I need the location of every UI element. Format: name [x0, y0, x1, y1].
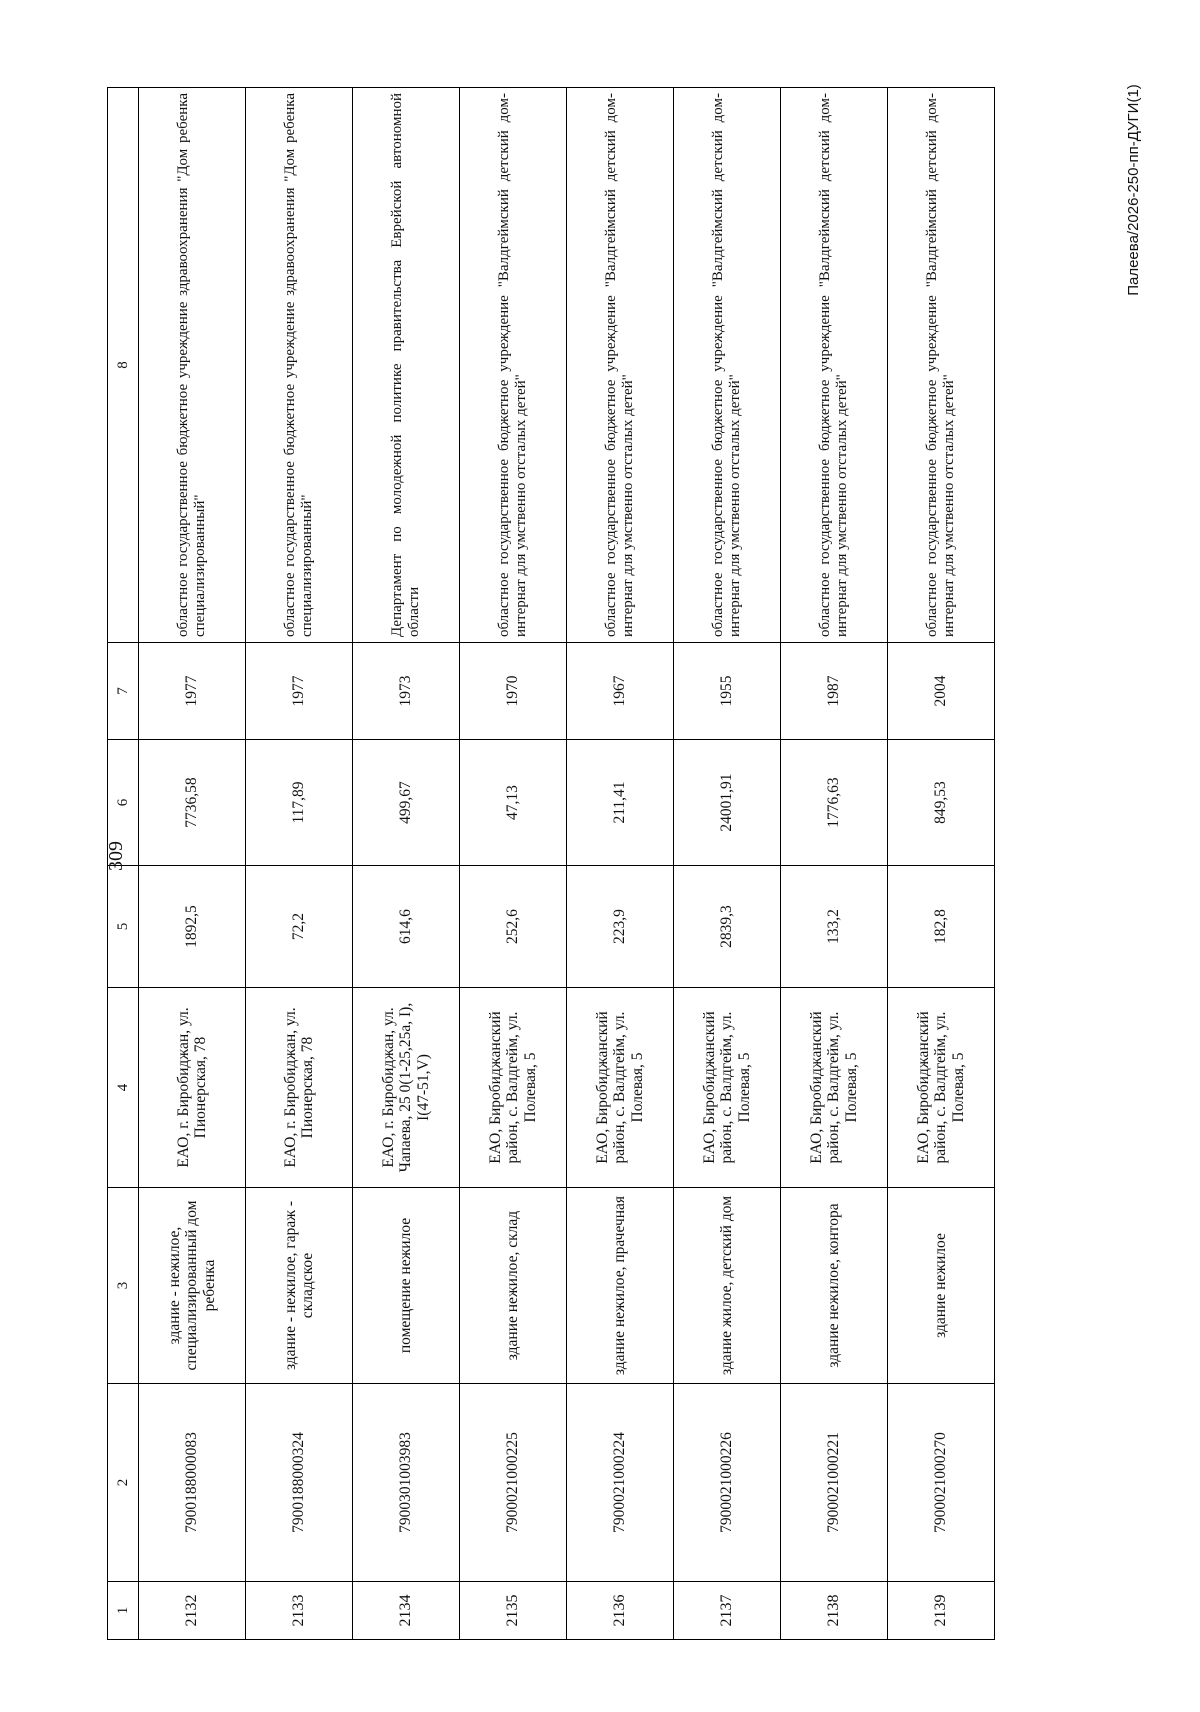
- year-cell: 1967: [567, 643, 674, 740]
- register-table-container: [107, 88, 995, 1640]
- object-type-cell: здание нежилое, прачечная: [567, 1188, 674, 1384]
- object-type-cell: здание нежилое, склад: [460, 1188, 567, 1384]
- row-number-cell: 2135: [460, 1582, 567, 1640]
- address-cell: ЕАО, Биробиджанский район, с. Валдгейм, ул. Полевая, 5: [567, 988, 674, 1188]
- table-row: [246, 88, 353, 1640]
- registry-number-cell: 7900021000225: [460, 1384, 567, 1582]
- registry-number-cell: 7900301003983: [353, 1384, 460, 1582]
- row-number-cell: 2138: [781, 1582, 888, 1640]
- area-cell: 72,2: [246, 866, 353, 988]
- object-type-cell: здание - нежилое, гараж - складское: [246, 1188, 353, 1384]
- year-cell: 1955: [674, 643, 781, 740]
- address-cell: ЕАО, г. Биробиджан, ул. Чапаева, 25 0(1-25,25а, I), I(47-51,V): [353, 988, 460, 1188]
- rights-holder-cell: Департамент по молодежной политике правительства Еврейской автономной области: [353, 88, 460, 643]
- row-number-cell: 2139: [888, 1582, 995, 1640]
- value-cell: 849,53: [888, 740, 995, 866]
- document-code: Палеева/2026-250-пп-ДУГИ(1): [1125, 84, 1142, 296]
- value-cell: 1776,63: [781, 740, 888, 866]
- area-cell: 223,9: [567, 866, 674, 988]
- registry-number-cell: 7900021000221: [781, 1384, 888, 1582]
- address-cell: ЕАО, г. Биробиджан, ул. Пионерская, 78: [246, 988, 353, 1188]
- row-number-cell: 2137: [674, 1582, 781, 1640]
- table-body: [139, 88, 995, 1640]
- value-cell: 117,89: [246, 740, 353, 866]
- rights-holder-cell: областное государственное бюджетное учреждение "Валдгеймский детский дом- интернат для умственно отсталых детей": [567, 88, 674, 643]
- year-cell: 1977: [139, 643, 246, 740]
- rights-holder-cell: областное государственное бюджетное учреждение "Валдгеймский детский дом- интернат для умственно отсталых детей": [460, 88, 567, 643]
- registry-number-cell: 7900021000224: [567, 1384, 674, 1582]
- value-cell: 24001,91: [674, 740, 781, 866]
- table-row: [674, 88, 781, 1640]
- row-number-cell: 2134: [353, 1582, 460, 1640]
- column-header: 2: [108, 1384, 139, 1582]
- header-row: [108, 88, 139, 1640]
- registry-number-cell: 7900188000083: [139, 1384, 246, 1582]
- table-row: [781, 88, 888, 1640]
- year-cell: 1970: [460, 643, 567, 740]
- rights-holder-cell: областное государственное бюджетное учреждение "Валдгеймский детский дом- интернат для умственно отсталых детей": [781, 88, 888, 643]
- area-cell: 133,2: [781, 866, 888, 988]
- area-cell: 252,6: [460, 866, 567, 988]
- area-cell: 614,6: [353, 866, 460, 988]
- object-type-cell: здание нежилое, контора: [781, 1188, 888, 1384]
- object-type-cell: здание жилое, детский дом: [674, 1188, 781, 1384]
- page-number: 309: [105, 841, 127, 871]
- table-header: [108, 88, 139, 1640]
- table-row: [139, 88, 246, 1640]
- object-type-cell: здание нежилое: [888, 1188, 995, 1384]
- address-cell: ЕАО, Биробиджанский район, с. Валдгейм, ул. Полевая, 5: [781, 988, 888, 1188]
- registry-number-cell: 7900188000324: [246, 1384, 353, 1582]
- rights-holder-cell: областное государственное бюджетное учреждение здравоохранения "Дом ребенка специализированный": [139, 88, 246, 643]
- registry-number-cell: 7900021000270: [888, 1384, 995, 1582]
- value-cell: 47,13: [460, 740, 567, 866]
- address-cell: ЕАО, Биробиджанский район, с. Валдгейм, ул. Полевая, 5: [460, 988, 567, 1188]
- year-cell: 1977: [246, 643, 353, 740]
- column-header: 5: [108, 866, 139, 988]
- column-header: 6: [108, 740, 139, 866]
- table-row: [567, 88, 674, 1640]
- year-cell: 1973: [353, 643, 460, 740]
- column-header: 1: [108, 1582, 139, 1640]
- row-number-cell: 2133: [246, 1582, 353, 1640]
- table-row: [460, 88, 567, 1640]
- object-type-cell: здание - нежилое, специализированный дом ребенка: [139, 1188, 246, 1384]
- address-cell: ЕАО, Биробиджанский район, с. Валдгейм, ул. Полевая, 5: [674, 988, 781, 1188]
- rights-holder-cell: областное государственное бюджетное учреждение "Валдгеймский детский дом- интернат для умственно отсталых детей": [888, 88, 995, 643]
- value-cell: 211,41: [567, 740, 674, 866]
- area-cell: 2839,3: [674, 866, 781, 988]
- row-number-cell: 2132: [139, 1582, 246, 1640]
- value-cell: 7736,58: [139, 740, 246, 866]
- column-header: 3: [108, 1188, 139, 1384]
- rights-holder-cell: областное государственное бюджетное учреждение здравоохранения "Дом ребенка специализированный": [246, 88, 353, 643]
- table-row: [888, 88, 995, 1640]
- area-cell: 1892,5: [139, 866, 246, 988]
- object-type-cell: помещение нежилое: [353, 1188, 460, 1384]
- table-row: [353, 88, 460, 1640]
- rights-holder-cell: областное государственное бюджетное учреждение "Валдгеймский детский дом- интернат для умственно отсталых детей": [674, 88, 781, 643]
- column-header: 7: [108, 643, 139, 740]
- year-cell: 1987: [781, 643, 888, 740]
- column-header: 4: [108, 988, 139, 1188]
- address-cell: ЕАО, г. Биробиджан, ул. Пионерская, 78: [139, 988, 246, 1188]
- address-cell: ЕАО, Биробиджанский район, с. Валдгейм, ул. Полевая, 5: [888, 988, 995, 1188]
- registry-number-cell: 7900021000226: [674, 1384, 781, 1582]
- value-cell: 499,67: [353, 740, 460, 866]
- property-register-table: [107, 87, 995, 1640]
- column-header: 8: [108, 88, 139, 643]
- row-number-cell: 2136: [567, 1582, 674, 1640]
- year-cell: 2004: [888, 643, 995, 740]
- area-cell: 182,8: [888, 866, 995, 988]
